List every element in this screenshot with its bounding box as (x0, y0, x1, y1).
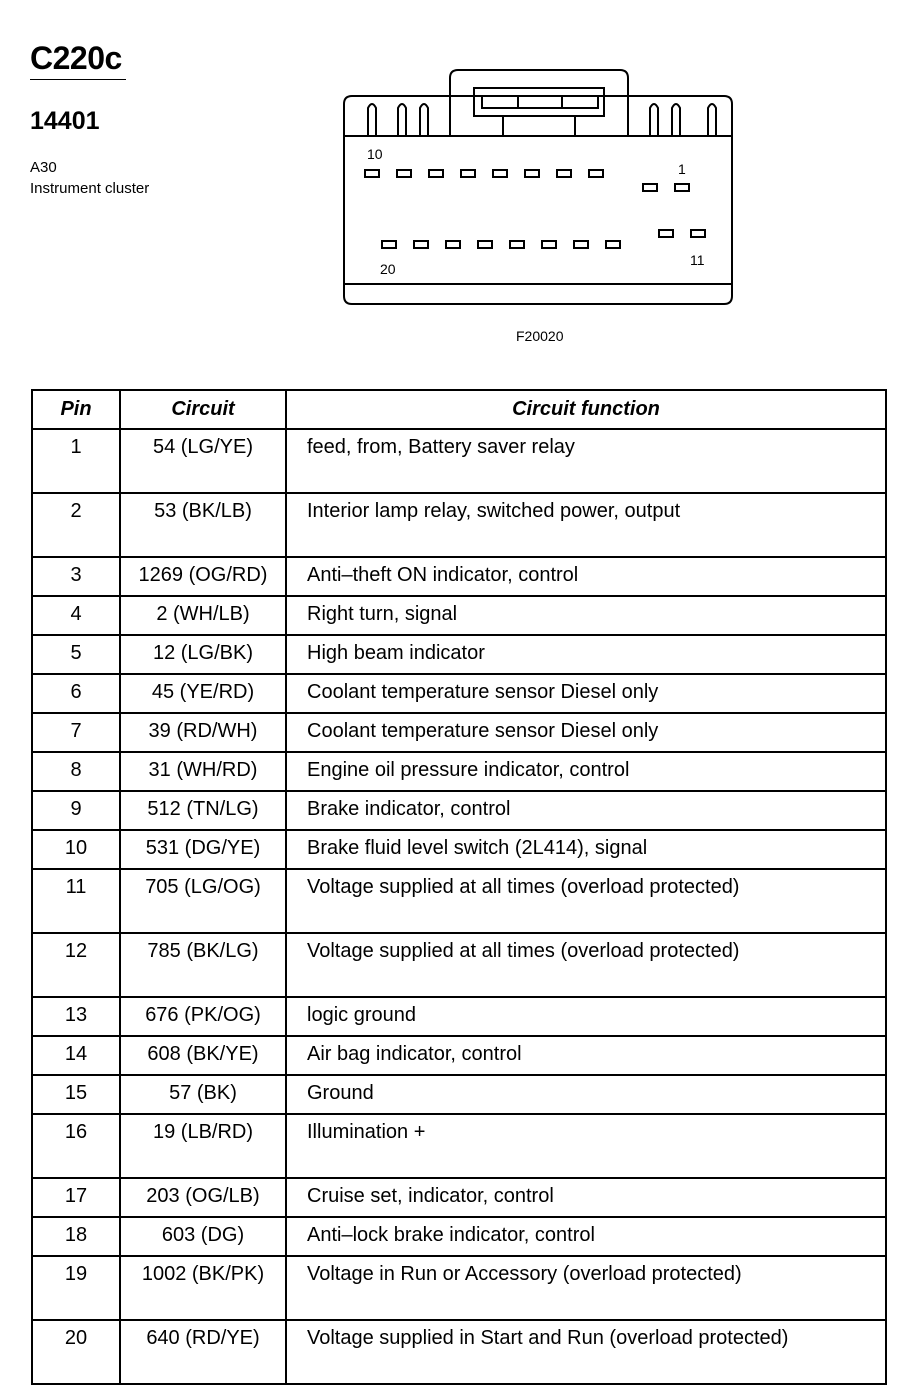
function-cell: Brake fluid level switch (2L414), signal (286, 830, 886, 869)
pin-cell: 13 (32, 997, 120, 1036)
pin-cavity-19 (414, 241, 428, 248)
figure-id: F20020 (516, 328, 564, 344)
circuit-cell: 39 (RD/WH) (120, 713, 286, 752)
pin-cell: 9 (32, 791, 120, 830)
circuit-cell: 603 (DG) (120, 1217, 286, 1256)
function-cell: Engine oil pressure indicator, control (286, 752, 886, 791)
pin-cell: 2 (32, 493, 120, 557)
pin-cell: 15 (32, 1075, 120, 1114)
pin-cell: 5 (32, 635, 120, 674)
function-cell: Interior lamp relay, switched power, output (286, 493, 886, 557)
pin-label-10: 10 (367, 146, 383, 162)
pin-table (31, 389, 887, 1385)
pin-cell: 4 (32, 596, 120, 635)
circuit-cell: 676 (PK/OG) (120, 997, 286, 1036)
table-row (32, 869, 886, 933)
pin-cavity-2 (643, 184, 657, 191)
pin-cell: 10 (32, 830, 120, 869)
function-cell: Voltage supplied at all times (overload protected) (286, 933, 886, 997)
pin-cavity-3 (589, 170, 603, 177)
pin-cavity-8 (429, 170, 443, 177)
pin-cell: 20 (32, 1320, 120, 1384)
circuit-cell: 31 (WH/RD) (120, 752, 286, 791)
header-circuit: Circuit (120, 390, 286, 429)
function-cell: Cruise set, indicator, control (286, 1178, 886, 1217)
pin-cavity-7 (461, 170, 475, 177)
pin-cavity-15 (542, 241, 556, 248)
pin-cavity-16 (510, 241, 524, 248)
pin-cell: 19 (32, 1256, 120, 1320)
function-cell: Right turn, signal (286, 596, 886, 635)
pin-label-11: 11 (690, 252, 705, 268)
function-cell: Coolant temperature sensor Diesel only (286, 674, 886, 713)
table-row (32, 830, 886, 869)
table-row (32, 1256, 886, 1320)
function-cell: Brake indicator, control (286, 791, 886, 830)
circuit-cell: 608 (BK/YE) (120, 1036, 286, 1075)
table-row (32, 713, 886, 752)
table-row (32, 674, 886, 713)
pin-cavity-6 (493, 170, 507, 177)
connector-housing (344, 96, 732, 304)
table-row (32, 493, 886, 557)
pin-cavity-10 (365, 170, 379, 177)
function-cell: Voltage supplied in Start and Run (overload protected) (286, 1320, 886, 1384)
pin-cell: 11 (32, 869, 120, 933)
pin-cell: 17 (32, 1178, 120, 1217)
pin-cavity-18 (446, 241, 460, 248)
table-row (32, 429, 886, 493)
header-pin: Pin (32, 390, 120, 429)
pin-cell: 6 (32, 674, 120, 713)
pin-cell: 18 (32, 1217, 120, 1256)
circuit-cell: 531 (DG/YE) (120, 830, 286, 869)
circuit-cell: 45 (YE/RD) (120, 674, 286, 713)
function-cell: High beam indicator (286, 635, 886, 674)
table-row (32, 1320, 886, 1384)
pin-cavities (365, 170, 705, 248)
function-cell: Illumination + (286, 1114, 886, 1178)
connector-face-diagram (338, 66, 738, 312)
pin-cavity-12 (659, 230, 673, 237)
pin-label-20: 20 (380, 261, 396, 277)
table-row (32, 1178, 886, 1217)
circuit-cell: 785 (BK/LG) (120, 933, 286, 997)
pin-cell: 12 (32, 933, 120, 997)
pin-cavity-1 (675, 184, 689, 191)
table-row (32, 997, 886, 1036)
table-row (32, 1114, 886, 1178)
pin-cell: 16 (32, 1114, 120, 1178)
circuit-cell: 57 (BK) (120, 1075, 286, 1114)
pin-cavity-4 (557, 170, 571, 177)
circuit-cell: 19 (LB/RD) (120, 1114, 286, 1178)
pin-cell: 7 (32, 713, 120, 752)
table-row (32, 635, 886, 674)
pin-cavity-13 (606, 241, 620, 248)
pin-cell: 3 (32, 557, 120, 596)
pin-cavity-5 (525, 170, 539, 177)
connector-part-number: 14401 (30, 107, 100, 135)
pin-cavity-11 (691, 230, 705, 237)
function-cell: Anti–theft ON indicator, control (286, 557, 886, 596)
circuit-cell: 1269 (OG/RD) (120, 557, 286, 596)
header-circuit-function: Circuit function (286, 390, 886, 429)
connector-location: A30 (30, 159, 57, 176)
circuit-cell: 53 (BK/LB) (120, 493, 286, 557)
locking-tab (450, 70, 628, 136)
function-cell: Anti–lock brake indicator, control (286, 1217, 886, 1256)
pin-cell: 8 (32, 752, 120, 791)
table-header-row (32, 390, 886, 429)
function-cell: Ground (286, 1075, 886, 1114)
pin-label-1: 1 (678, 161, 686, 177)
table-row (32, 596, 886, 635)
table-row (32, 557, 886, 596)
function-cell: Coolant temperature sensor Diesel only (286, 713, 886, 752)
circuit-cell: 512 (TN/LG) (120, 791, 286, 830)
table-row (32, 752, 886, 791)
function-cell: Voltage in Run or Accessory (overload protected) (286, 1256, 886, 1320)
circuit-cell: 1002 (BK/PK) (120, 1256, 286, 1320)
pin-cavity-17 (478, 241, 492, 248)
table-row (32, 791, 886, 830)
table-row (32, 1217, 886, 1256)
pin-cell: 1 (32, 429, 120, 493)
function-cell: logic ground (286, 997, 886, 1036)
circuit-cell: 12 (LG/BK) (120, 635, 286, 674)
circuit-cell: 54 (LG/YE) (120, 429, 286, 493)
circuit-cell: 640 (RD/YE) (120, 1320, 286, 1384)
circuit-cell: 203 (OG/LB) (120, 1178, 286, 1217)
circuit-cell: 2 (WH/LB) (120, 596, 286, 635)
pin-cavity-9 (397, 170, 411, 177)
connector-id: C220c (30, 40, 122, 76)
circuit-cell: 705 (LG/OG) (120, 869, 286, 933)
function-cell: Voltage supplied at all times (overload protected) (286, 869, 886, 933)
pin-cell: 14 (32, 1036, 120, 1075)
title-underline (30, 79, 126, 80)
table-row (32, 933, 886, 997)
table-row (32, 1036, 886, 1075)
connector-description: Instrument cluster (30, 180, 150, 197)
pin-cavity-20 (382, 241, 396, 248)
pin-cavity-14 (574, 241, 588, 248)
function-cell: feed, from, Battery saver relay (286, 429, 886, 493)
table-row (32, 1075, 886, 1114)
latch-window (474, 88, 604, 116)
function-cell: Air bag indicator, control (286, 1036, 886, 1075)
